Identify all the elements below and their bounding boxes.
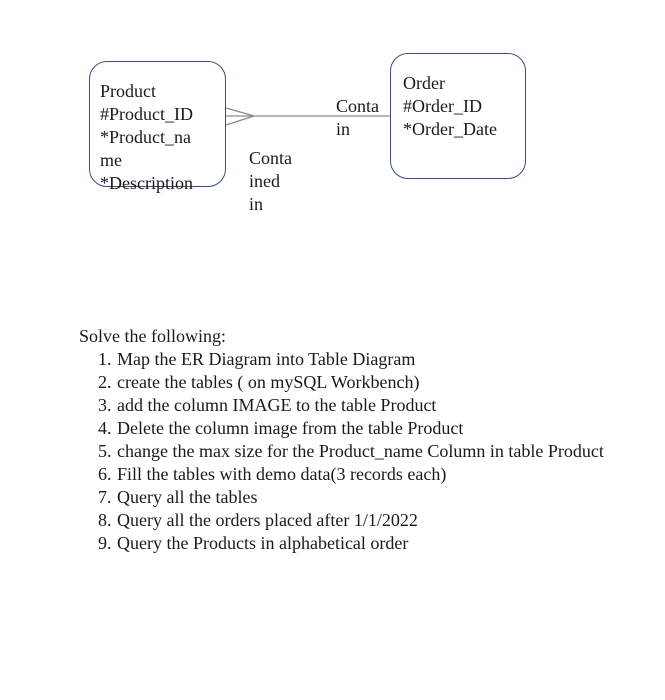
- relationship-label-contained-line1: Conta: [249, 148, 292, 168]
- task-item: [79, 440, 639, 463]
- task-item: [79, 509, 639, 532]
- task-text: Query all the orders placed after 1/1/2022: [117, 510, 418, 530]
- crows-foot-upper: [226, 108, 254, 116]
- order-date-attribute: *Order_Date: [403, 119, 497, 139]
- task-item: [79, 463, 639, 486]
- task-number: 8.: [98, 510, 112, 530]
- task-number: 6.: [98, 464, 112, 484]
- product-name-attribute-wrap: me: [100, 150, 122, 170]
- task-item: [79, 417, 639, 440]
- task-number: 2.: [98, 372, 112, 392]
- task-item: [79, 532, 639, 555]
- task-text: add the column IMAGE to the table Product: [117, 395, 437, 415]
- task-list: [79, 348, 639, 555]
- product-name-attribute: *Product_na: [100, 127, 191, 147]
- product-entity-name: Product: [100, 81, 156, 101]
- relationship-label-contained-in: [249, 147, 292, 216]
- relationship-label-contain: [336, 95, 379, 141]
- order-id-attribute: #Order_ID: [403, 96, 482, 116]
- product-entity: [89, 61, 226, 193]
- task-text: Query all the tables: [117, 487, 258, 507]
- er-diagram: [0, 0, 665, 230]
- task-number: 1.: [98, 349, 112, 369]
- order-entity-name: Order: [403, 73, 445, 93]
- task-item: [79, 371, 639, 394]
- task-text: Fill the tables with demo data(3 records each): [117, 464, 447, 484]
- task-text: Delete the column image from the table Product: [117, 418, 464, 438]
- task-number: 9.: [98, 533, 112, 553]
- task-item: [79, 394, 639, 417]
- task-text: change the max size for the Product_name Column in table Product: [117, 441, 604, 461]
- task-section-title: Solve the following:: [79, 326, 226, 346]
- crows-foot-lower: [226, 116, 254, 125]
- order-entity: [390, 53, 526, 179]
- task-item: [79, 348, 639, 371]
- task-item: [79, 486, 639, 509]
- relationship-label-contained-line2: ined: [249, 171, 280, 191]
- task-text: Map the ER Diagram into Table Diagram: [117, 349, 416, 369]
- task-text: Query the Products in alphabetical order: [117, 533, 409, 553]
- task-section: [79, 325, 639, 555]
- task-text: create the tables ( on mySQL Workbench): [117, 372, 420, 392]
- relationship-label-contain-line2: in: [336, 119, 351, 139]
- product-description-attribute: *Description: [100, 173, 193, 193]
- relationship-label-contain-line1: Conta: [336, 96, 379, 116]
- product-id-attribute: #Product_ID: [100, 104, 193, 124]
- task-number: 7.: [98, 487, 112, 507]
- task-number: 3.: [98, 395, 112, 415]
- task-number: 5.: [98, 441, 112, 461]
- relationship-label-contained-line3: in: [249, 194, 264, 214]
- task-number: 4.: [98, 418, 112, 438]
